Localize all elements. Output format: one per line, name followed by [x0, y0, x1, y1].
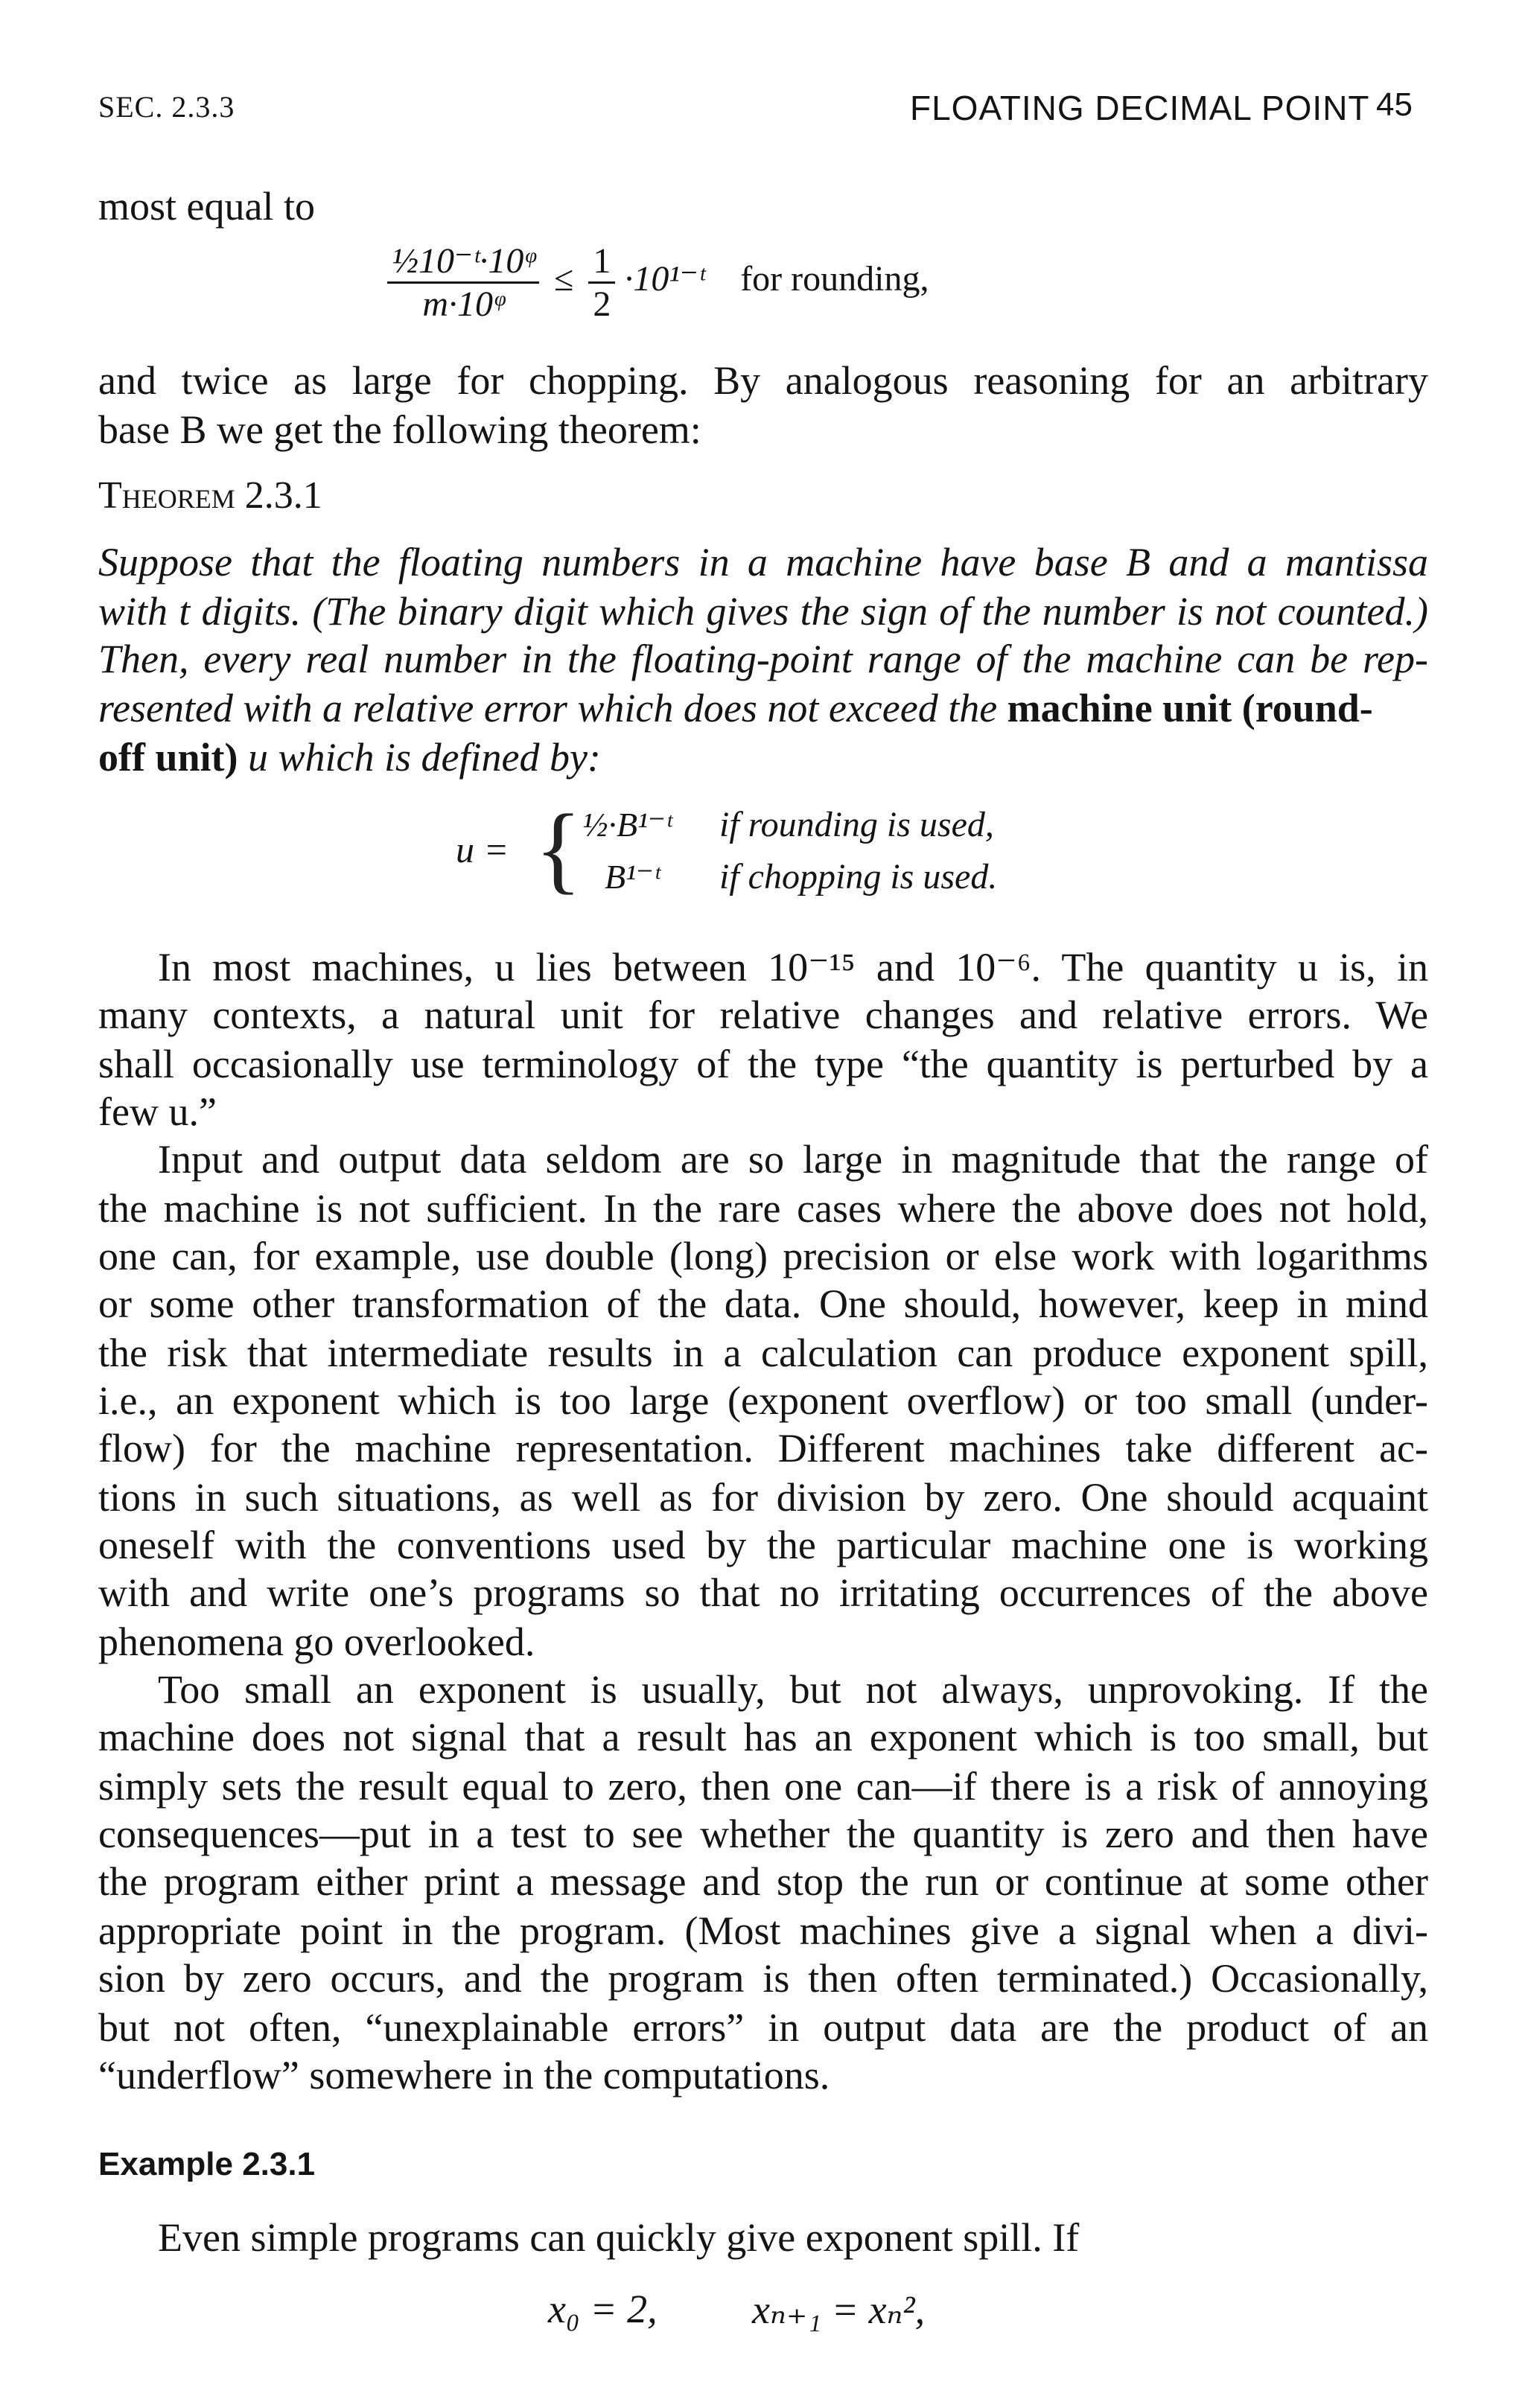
- theorem-line-5-text: u which is defined by:: [238, 735, 601, 780]
- p2-line-11: phenomena go overlooked.: [98, 1619, 535, 1664]
- p2-line-3: one can, for example, use double (long) precision or else work with logarithms: [98, 1234, 1428, 1278]
- case-2-condition: if chopping is used.: [719, 857, 998, 896]
- p1-line-2: many contexts, a natural unit for relative changes and relative errors. We: [98, 993, 1428, 1037]
- power-term: ·10¹⁻ᵗ: [624, 259, 705, 299]
- theorem-line-4: [98, 688, 1373, 728]
- p2-line-9: oneself with the conventions used by the particular machine one is working: [98, 1523, 1428, 1567]
- case-1-expression: ½·B¹⁻ᵗ: [582, 806, 672, 844]
- fraction-half-denominator: 2: [593, 284, 611, 324]
- p2-line-8: tions in such situations, as well as for division by zero. One should acquaint: [98, 1475, 1428, 1520]
- fraction-left-denominator: m·10ᵠ: [422, 284, 504, 324]
- p2-line-5: the risk that intermediate results in a calculation can produce exponent spill,: [98, 1331, 1428, 1375]
- equation-label: for rounding,: [740, 259, 929, 299]
- fraction-left-numerator: ½10⁻ᵗ·10ᵠ: [387, 240, 539, 284]
- p2-line-7: flow) for the machine representation. Different machines take different ac-: [98, 1426, 1428, 1471]
- machine-unit-term: machine unit (round-: [1007, 686, 1373, 730]
- p2-line-10: with and write one’s programs so that no irritating occurrences of the above: [98, 1570, 1428, 1615]
- p3-line-9: “underflow” somewhere in the computations.: [98, 2053, 830, 2098]
- p2-line-2: the machine is not sufficient. In the rare cases where the above does not hold,: [98, 1186, 1428, 1231]
- p1-line-4: few u.”: [98, 1089, 217, 1134]
- p1-line-1: In most machines, u lies between 10⁻¹⁵ and 10⁻⁶. The quantity u is, in: [158, 945, 1428, 990]
- p1-line-3: shall occasionally use terminology of the type “the quantity is perturbed by a: [98, 1042, 1428, 1086]
- p3-line-3: simply sets the result equal to zero, then one can—if there is a risk of annoying: [98, 1764, 1428, 1809]
- left-brace: {: [535, 794, 582, 903]
- theorem-line-1: Suppose that the floating numbers in a machine have base B and a mantissa: [98, 540, 1428, 585]
- equation-rounding-bound: [387, 240, 929, 325]
- p3-line-4: consequences—put in a test to see whether the quantity is zero and then have: [98, 1812, 1428, 1856]
- intro-line-3: base B we get the following theorem:: [98, 407, 701, 452]
- theorem-heading: Theorem 2.3.1: [98, 474, 322, 517]
- p3-line-1: Too small an exponent is usually, but not always, unprovoking. If the: [158, 1667, 1428, 1712]
- intro-line-2: and twice as large for chopping. By analogous reasoning for an arbitrary: [98, 358, 1428, 403]
- p3-line-6: appropriate point in the program. (Most machines give a signal when a divi-: [98, 1908, 1428, 1953]
- example-equation-recurrence: xₙ₊₁ = xₙ²,: [752, 2287, 926, 2332]
- intro-line-1: most equal to: [98, 184, 315, 229]
- section-label: SEC. 2.3.3: [98, 90, 235, 124]
- u-lhs: u =: [456, 829, 509, 870]
- theorem-line-3: Then, every real number in the floating-point range of the machine can be rep-: [98, 637, 1428, 681]
- case-2-expression: B¹⁻ᵗ: [605, 858, 660, 896]
- p3-line-8: but not often, “unexplainable errors” in output data are the product of an: [98, 2005, 1428, 2050]
- example-line-1: Even simple programs can quickly give exponent spill. If: [158, 2215, 1080, 2260]
- fraction-half: [588, 241, 615, 325]
- example-heading: Example 2.3.1: [98, 2146, 316, 2182]
- theorem-line-5: [98, 735, 601, 780]
- theorem-line-4-text: resented with a relative error which does not exceed the: [98, 686, 998, 730]
- fraction-half-numerator: 1: [588, 241, 615, 284]
- page-number: 45: [1376, 86, 1413, 123]
- case-1-condition: if rounding is used,: [719, 805, 994, 844]
- roundoff-unit-term: off unit): [98, 735, 238, 780]
- p2-line-1: Input and output data seldom are so large in magnitude that the range of: [158, 1137, 1428, 1182]
- theorem-line-2: with t digits. (The binary digit which gives the sign of the number is not counted.): [98, 589, 1428, 634]
- running-title: FLOATING DECIMAL POINT: [910, 89, 1370, 127]
- p3-line-7: sion by zero occurs, and the program is then often terminated.) Occasionally,: [98, 1956, 1428, 2001]
- leq-sign: ≤: [554, 259, 574, 299]
- p2-line-6: i.e., an exponent which is too large (exponent overflow) or too small (under-: [98, 1378, 1428, 1423]
- p3-line-5: the program either print a message and stop the run or continue at some other: [98, 1859, 1428, 1904]
- fraction-left: [387, 240, 539, 325]
- p3-line-2: machine does not signal that a result has an exponent which is too small, but: [98, 1715, 1428, 1759]
- example-equation-initial: x₀ = 2,: [548, 2287, 658, 2331]
- p2-line-4: or some other transformation of the data. One should, however, keep in mind: [98, 1281, 1428, 1326]
